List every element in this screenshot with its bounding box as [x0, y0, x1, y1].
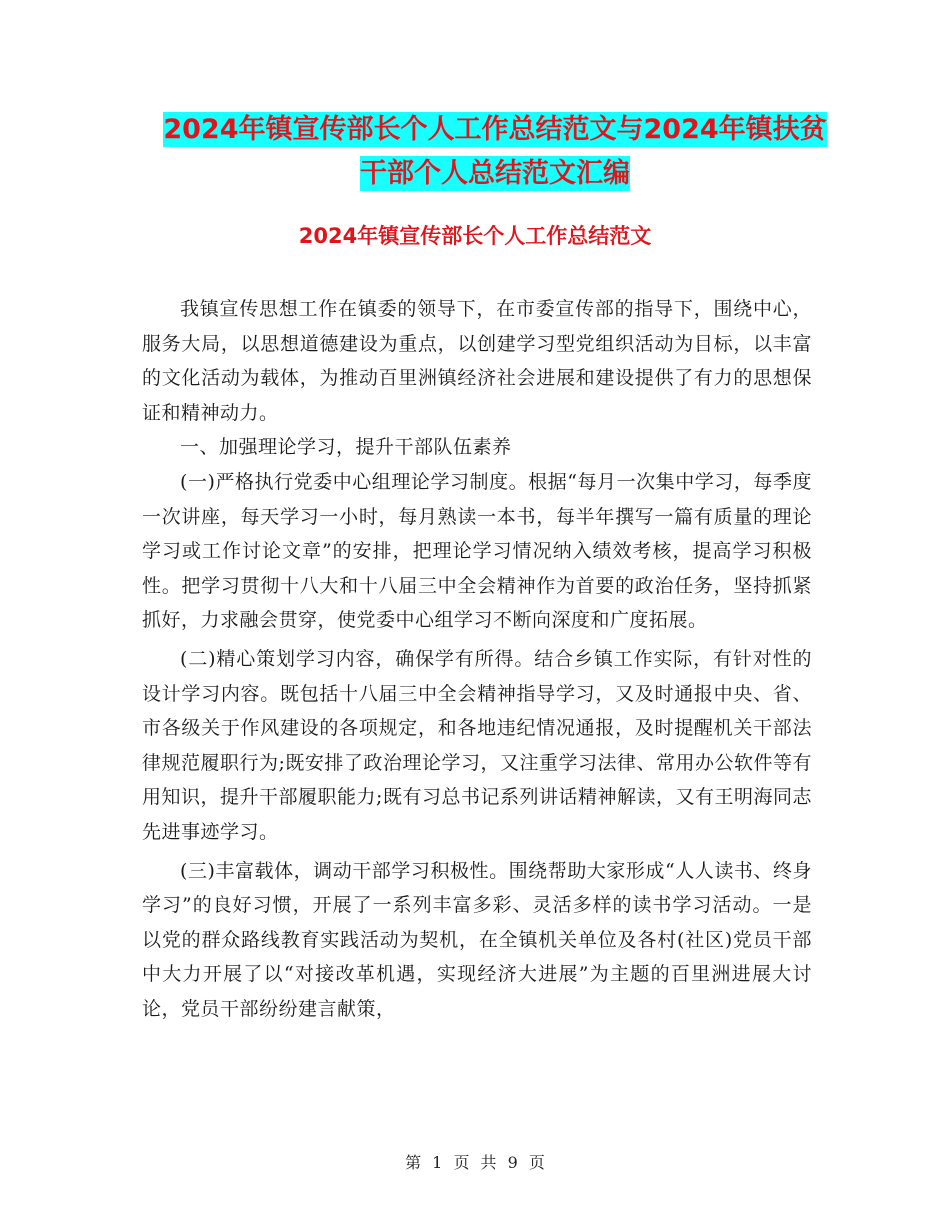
document-title-line-1 [140, 108, 850, 152]
document-title-line-2 [140, 152, 850, 196]
section-heading: 一、加强理论学习，提升干部队伍素养 [180, 436, 512, 459]
title-highlight: 干部个人总结范文汇编 [360, 158, 630, 189]
body-text [142, 292, 812, 1026]
paragraph-item-3: (三)丰富载体，调动干部学习积极性。围绕帮助大家形成“人人读书、终身学习”的良好习惯，开展了一系列丰富多彩、灵活多样的读书学习活动。一是以党的群众路线教育实践活动为契机，在全镇机关单位及各村(社区)党员干部中大力开展了以“对接改革机遇，实现经济大进展”为主题的百里洲进展大讨论，党员干部纷纷建言献策， [142, 859, 812, 1020]
section-title: 2024年镇宣传部长个人工作总结范文 [298, 224, 652, 248]
paragraph-item-1: (一)严格执行党委中心组理论学习制度。根据“每月一次集中学习，每季度一次讲座，每天学习一小时，每月熟读一本书，每半年撰写一篇有质量的理论学习或工作讨论文章”的安排，把理论学习情况纳入绩效考核，提高学习积极性。把学习贯彻十八大和十八届三中全会精神作为首要的政治任务，坚持抓紧抓好，力求融会贯穿，使党委中心组学习不断向深度和广度拓展。 [142, 470, 812, 632]
title-highlight: 2024年镇宣传部长个人工作总结范文与2024年镇扶贫 [163, 114, 827, 145]
paragraph-item-2: (二)精心策划学习内容，确保学有所得。结合乡镇工作实际，有针对性的设计学习内容。既包括十八届三中全会精神指导学习，又及时通报中央、省、市各级关于作风建设的各项规定，和各地违纪情况通报，及时提醒机关干部法律规范履职行为;既安排了政治理论学习，又注重学习法律、常用办公软件等有用知识，提升干部履职能力;既有习总书记系列讲话精神解读，又有王明海同志先进事迹学习。 [142, 647, 812, 843]
page-footer: 第 1 页 共 9 页 [405, 1153, 545, 1172]
paragraph-intro: 我镇宣传思想工作在镇委的领导下，在市委宣传部的指导下，围绕中心，服务大局，以思想道德建设为重点，以创建学习型党组织活动为目标，以丰富的文化活动为载体，为推动百里洲镇经济社会进展和建设提供了有力的思想保证和精神动力。 [142, 298, 812, 424]
